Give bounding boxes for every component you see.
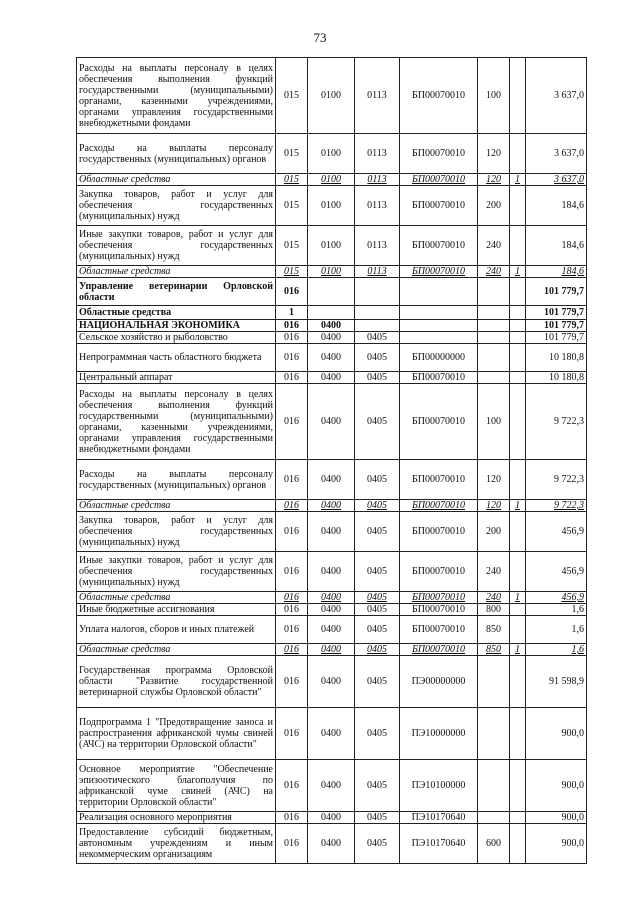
- row-department-code-cell: 016: [276, 644, 308, 656]
- table-row: [77, 226, 587, 266]
- row-name-cell: Областные средства: [77, 266, 276, 278]
- row-amount-cell: 10 180,8: [526, 344, 587, 372]
- row-source-code-cell: 1: [510, 500, 526, 512]
- row-source-code-cell: [510, 604, 526, 616]
- row-subsection-code-cell: 0405: [355, 708, 400, 760]
- row-source-code-cell: 1: [510, 174, 526, 186]
- row-source-code-cell: [510, 278, 526, 306]
- row-subsection-code-cell: 0113: [355, 58, 400, 134]
- row-expense-type-cell: 850: [478, 616, 510, 644]
- table-row: [77, 134, 587, 174]
- row-department-code-cell: 016: [276, 592, 308, 604]
- row-target-article-cell: БП00070010: [400, 372, 478, 384]
- row-department-code-cell: 016: [276, 824, 308, 864]
- row-subsection-code-cell: 0113: [355, 266, 400, 278]
- row-section-code-cell: 0400: [308, 460, 355, 500]
- row-section-code-cell: 0400: [308, 320, 355, 332]
- table-row: [77, 604, 587, 616]
- row-subsection-code-cell: 0405: [355, 592, 400, 604]
- row-subsection-code-cell: [355, 306, 400, 320]
- row-expense-type-cell: [478, 320, 510, 332]
- table-row: [77, 384, 587, 460]
- row-expense-type-cell: 120: [478, 134, 510, 174]
- row-name-cell: Иные закупки товаров, работ и услуг для обеспечения государственных (муниципальных) нужд: [77, 226, 276, 266]
- row-expense-type-cell: 240: [478, 226, 510, 266]
- row-source-code-cell: [510, 306, 526, 320]
- row-department-code-cell: 016: [276, 372, 308, 384]
- row-expense-type-cell: 100: [478, 384, 510, 460]
- row-source-code-cell: [510, 760, 526, 812]
- row-section-code-cell: 0400: [308, 512, 355, 552]
- table-row: [77, 812, 587, 824]
- row-amount-cell: 184,6: [526, 266, 587, 278]
- row-subsection-code-cell: 0405: [355, 644, 400, 656]
- row-section-code-cell: 0400: [308, 592, 355, 604]
- row-amount-cell: 3 637,0: [526, 174, 587, 186]
- row-section-code-cell: 0100: [308, 266, 355, 278]
- row-department-code-cell: 016: [276, 812, 308, 824]
- row-expense-type-cell: [478, 656, 510, 708]
- row-section-code-cell: 0400: [308, 708, 355, 760]
- row-department-code-cell: 016: [276, 656, 308, 708]
- row-amount-cell: 91 598,9: [526, 656, 587, 708]
- row-source-code-cell: 1: [510, 266, 526, 278]
- row-subsection-code-cell: 0405: [355, 812, 400, 824]
- table-row: [77, 278, 587, 306]
- row-section-code-cell: 0400: [308, 552, 355, 592]
- row-expense-type-cell: 240: [478, 552, 510, 592]
- row-target-article-cell: БП00070010: [400, 384, 478, 460]
- row-source-code-cell: [510, 372, 526, 384]
- row-target-article-cell: БП00070010: [400, 604, 478, 616]
- row-amount-cell: 900,0: [526, 708, 587, 760]
- row-name-cell: Сельское хозяйство и рыболовство: [77, 332, 276, 344]
- row-section-code-cell: 0100: [308, 58, 355, 134]
- row-amount-cell: 101 779,7: [526, 320, 587, 332]
- row-target-article-cell: [400, 306, 478, 320]
- row-source-code-cell: [510, 656, 526, 708]
- row-amount-cell: 900,0: [526, 812, 587, 824]
- table-row: [77, 58, 587, 134]
- row-amount-cell: 101 779,7: [526, 306, 587, 320]
- row-target-article-cell: [400, 332, 478, 344]
- row-amount-cell: 3 637,0: [526, 58, 587, 134]
- row-target-article-cell: БП00070010: [400, 134, 478, 174]
- row-department-code-cell: 015: [276, 266, 308, 278]
- row-subsection-code-cell: 0405: [355, 656, 400, 708]
- row-amount-cell: 456,9: [526, 512, 587, 552]
- row-name-cell: Государственная программа Орловской области "Развитие государственной ветеринарной службы Орловской области": [77, 656, 276, 708]
- row-target-article-cell: БП00070010: [400, 552, 478, 592]
- row-department-code-cell: 016: [276, 332, 308, 344]
- row-section-code-cell: 0400: [308, 812, 355, 824]
- row-department-code-cell: 016: [276, 460, 308, 500]
- row-subsection-code-cell: 0405: [355, 332, 400, 344]
- row-subsection-code-cell: [355, 278, 400, 306]
- row-amount-cell: 456,9: [526, 552, 587, 592]
- row-target-article-cell: БП00070010: [400, 174, 478, 186]
- row-expense-type-cell: 100: [478, 58, 510, 134]
- row-target-article-cell: ПЭ10170640: [400, 824, 478, 864]
- row-name-cell: Подпрограмма 1 "Предотвращение заноса и распространения африканской чумы свиней (АЧС) на территории Орловской области": [77, 708, 276, 760]
- row-subsection-code-cell: [355, 320, 400, 332]
- row-amount-cell: 184,6: [526, 226, 587, 266]
- row-name-cell: Уплата налогов, сборов и иных платежей: [77, 616, 276, 644]
- row-expense-type-cell: [478, 332, 510, 344]
- row-expense-type-cell: 800: [478, 604, 510, 616]
- row-section-code-cell: 0400: [308, 332, 355, 344]
- row-subsection-code-cell: 0405: [355, 344, 400, 372]
- row-name-cell: Основное мероприятие "Обеспечение эпизоотического благополучия по африканской чуме свиней (АЧС) на территории Орловской области": [77, 760, 276, 812]
- row-subsection-code-cell: 0113: [355, 226, 400, 266]
- row-amount-cell: 900,0: [526, 760, 587, 812]
- row-target-article-cell: ПЭ10000000: [400, 708, 478, 760]
- row-target-article-cell: БП00070010: [400, 58, 478, 134]
- row-target-article-cell: БП00070010: [400, 186, 478, 226]
- row-target-article-cell: БП00070010: [400, 512, 478, 552]
- row-department-code-cell: 015: [276, 226, 308, 266]
- table-row: [77, 824, 587, 864]
- row-expense-type-cell: 200: [478, 512, 510, 552]
- row-name-cell: НАЦИОНАЛЬНАЯ ЭКОНОМИКА: [77, 320, 276, 332]
- row-source-code-cell: [510, 134, 526, 174]
- row-name-cell: Расходы на выплаты персоналу в целях обеспечения выполнения функций государственными (муниципальными) органами, казенными учреждениями, органами управления государственными внебюджетными фондами: [77, 58, 276, 134]
- row-section-code-cell: [308, 278, 355, 306]
- row-target-article-cell: БП00070010: [400, 616, 478, 644]
- row-target-article-cell: БП00070010: [400, 226, 478, 266]
- row-source-code-cell: 1: [510, 592, 526, 604]
- row-section-code-cell: [308, 306, 355, 320]
- row-section-code-cell: 0400: [308, 500, 355, 512]
- row-target-article-cell: БП00070010: [400, 500, 478, 512]
- row-name-cell: Реализация основного мероприятия: [77, 812, 276, 824]
- row-section-code-cell: 0100: [308, 226, 355, 266]
- row-expense-type-cell: 240: [478, 592, 510, 604]
- row-section-code-cell: 0400: [308, 824, 355, 864]
- row-source-code-cell: [510, 332, 526, 344]
- row-department-code-cell: 016: [276, 616, 308, 644]
- row-amount-cell: 184,6: [526, 186, 587, 226]
- table-row: [77, 372, 587, 384]
- row-name-cell: Предоставление субсидий бюджетным, автономным учреждениям и иным некоммерческим организациям: [77, 824, 276, 864]
- table-row: [77, 512, 587, 552]
- row-department-code-cell: 016: [276, 604, 308, 616]
- row-department-code-cell: 016: [276, 320, 308, 332]
- row-name-cell: Расходы на выплаты персоналу государственных (муниципальных) органов: [77, 134, 276, 174]
- row-source-code-cell: [510, 812, 526, 824]
- row-section-code-cell: 0400: [308, 604, 355, 616]
- row-name-cell: Областные средства: [77, 644, 276, 656]
- row-section-code-cell: 0400: [308, 344, 355, 372]
- table-row: [77, 332, 587, 344]
- row-target-article-cell: ПЭ10170640: [400, 812, 478, 824]
- table-row: [77, 656, 587, 708]
- row-source-code-cell: [510, 226, 526, 266]
- table-row: [77, 460, 587, 500]
- row-target-article-cell: [400, 278, 478, 306]
- budget-table: [76, 57, 587, 864]
- row-department-code-cell: 016: [276, 344, 308, 372]
- row-subsection-code-cell: 0405: [355, 552, 400, 592]
- row-subsection-code-cell: 0405: [355, 616, 400, 644]
- row-source-code-cell: [510, 384, 526, 460]
- row-expense-type-cell: [478, 372, 510, 384]
- budget-table-body: [77, 58, 587, 864]
- row-department-code-cell: 016: [276, 500, 308, 512]
- row-expense-type-cell: [478, 306, 510, 320]
- row-department-code-cell: 016: [276, 384, 308, 460]
- row-target-article-cell: БП00000000: [400, 344, 478, 372]
- row-source-code-cell: [510, 58, 526, 134]
- row-expense-type-cell: 200: [478, 186, 510, 226]
- row-subsection-code-cell: 0405: [355, 760, 400, 812]
- row-expense-type-cell: [478, 278, 510, 306]
- row-subsection-code-cell: 0405: [355, 372, 400, 384]
- row-target-article-cell: БП00070010: [400, 592, 478, 604]
- row-expense-type-cell: [478, 760, 510, 812]
- table-row: [77, 760, 587, 812]
- row-expense-type-cell: 120: [478, 174, 510, 186]
- row-subsection-code-cell: 0405: [355, 512, 400, 552]
- row-department-code-cell: 015: [276, 134, 308, 174]
- row-section-code-cell: 0400: [308, 644, 355, 656]
- table-row: [77, 644, 587, 656]
- row-name-cell: Непрограммная часть областного бюджета: [77, 344, 276, 372]
- table-row: [77, 344, 587, 372]
- row-department-code-cell: 016: [276, 278, 308, 306]
- row-name-cell: Областные средства: [77, 592, 276, 604]
- row-amount-cell: 1,6: [526, 644, 587, 656]
- row-target-article-cell: ПЭ00000000: [400, 656, 478, 708]
- row-target-article-cell: БП00070010: [400, 266, 478, 278]
- row-section-code-cell: 0400: [308, 384, 355, 460]
- row-target-article-cell: ПЭ10100000: [400, 760, 478, 812]
- row-amount-cell: 10 180,8: [526, 372, 587, 384]
- row-amount-cell: 456,9: [526, 592, 587, 604]
- row-source-code-cell: [510, 708, 526, 760]
- row-amount-cell: 101 779,7: [526, 278, 587, 306]
- row-source-code-cell: [510, 320, 526, 332]
- row-section-code-cell: 0400: [308, 372, 355, 384]
- table-row: [77, 266, 587, 278]
- row-source-code-cell: [510, 460, 526, 500]
- row-section-code-cell: 0400: [308, 656, 355, 708]
- row-department-code-cell: 016: [276, 760, 308, 812]
- row-name-cell: Управление ветеринарии Орловской области: [77, 278, 276, 306]
- row-source-code-cell: 1: [510, 644, 526, 656]
- table-row: [77, 186, 587, 226]
- row-subsection-code-cell: 0405: [355, 824, 400, 864]
- row-expense-type-cell: 850: [478, 644, 510, 656]
- row-subsection-code-cell: 0405: [355, 384, 400, 460]
- row-amount-cell: 9 722,3: [526, 384, 587, 460]
- row-expense-type-cell: 120: [478, 460, 510, 500]
- row-subsection-code-cell: 0113: [355, 174, 400, 186]
- row-amount-cell: 9 722,3: [526, 500, 587, 512]
- row-expense-type-cell: 600: [478, 824, 510, 864]
- row-section-code-cell: 0400: [308, 760, 355, 812]
- row-expense-type-cell: [478, 708, 510, 760]
- row-name-cell: Иные закупки товаров, работ и услуг для обеспечения государственных (муниципальных) нужд: [77, 552, 276, 592]
- row-target-article-cell: БП00070010: [400, 460, 478, 500]
- row-section-code-cell: 0400: [308, 616, 355, 644]
- row-name-cell: Областные средства: [77, 500, 276, 512]
- row-name-cell: Иные бюджетные ассигнования: [77, 604, 276, 616]
- row-subsection-code-cell: 0113: [355, 186, 400, 226]
- row-section-code-cell: 0100: [308, 134, 355, 174]
- row-subsection-code-cell: 0113: [355, 134, 400, 174]
- row-name-cell: Областные средства: [77, 174, 276, 186]
- row-expense-type-cell: 240: [478, 266, 510, 278]
- row-department-code-cell: 016: [276, 708, 308, 760]
- row-amount-cell: 9 722,3: [526, 460, 587, 500]
- table-row: [77, 552, 587, 592]
- row-target-article-cell: [400, 320, 478, 332]
- table-row: [77, 708, 587, 760]
- row-expense-type-cell: 120: [478, 500, 510, 512]
- row-source-code-cell: [510, 824, 526, 864]
- row-expense-type-cell: [478, 344, 510, 372]
- row-source-code-cell: [510, 616, 526, 644]
- table-row: [77, 174, 587, 186]
- row-department-code-cell: 015: [276, 174, 308, 186]
- table-row: [77, 616, 587, 644]
- row-name-cell: Закупка товаров, работ и услуг для обеспечения государственных (муниципальных) нужд: [77, 512, 276, 552]
- row-amount-cell: 1,6: [526, 604, 587, 616]
- row-amount-cell: 101 779,7: [526, 332, 587, 344]
- row-target-article-cell: БП00070010: [400, 644, 478, 656]
- row-department-code-cell: 015: [276, 186, 308, 226]
- row-name-cell: Закупка товаров, работ и услуг для обеспечения государственных (муниципальных) нужд: [77, 186, 276, 226]
- row-amount-cell: 1,6: [526, 616, 587, 644]
- row-subsection-code-cell: 0405: [355, 500, 400, 512]
- row-department-code-cell: 1: [276, 306, 308, 320]
- table-row: [77, 306, 587, 320]
- page-number: 73: [313, 30, 327, 45]
- table-row: [77, 592, 587, 604]
- row-name-cell: Центральный аппарат: [77, 372, 276, 384]
- row-source-code-cell: [510, 552, 526, 592]
- row-name-cell: Расходы на выплаты персоналу в целях обеспечения выполнения функций государственными (муниципальными) органами, казенными учреждениями, органами управления государственными внебюджетными фондами: [77, 384, 276, 460]
- row-section-code-cell: 0100: [308, 174, 355, 186]
- row-source-code-cell: [510, 344, 526, 372]
- row-subsection-code-cell: 0405: [355, 460, 400, 500]
- row-source-code-cell: [510, 186, 526, 226]
- table-row: [77, 320, 587, 332]
- row-name-cell: Областные средства: [77, 306, 276, 320]
- row-department-code-cell: 016: [276, 512, 308, 552]
- row-department-code-cell: 015: [276, 58, 308, 134]
- row-subsection-code-cell: 0405: [355, 604, 400, 616]
- row-section-code-cell: 0100: [308, 186, 355, 226]
- row-department-code-cell: 016: [276, 552, 308, 592]
- row-amount-cell: 900,0: [526, 824, 587, 864]
- row-expense-type-cell: [478, 812, 510, 824]
- row-source-code-cell: [510, 512, 526, 552]
- row-amount-cell: 3 637,0: [526, 134, 587, 174]
- row-name-cell: Расходы на выплаты персоналу государственных (муниципальных) органов: [77, 460, 276, 500]
- table-row: [77, 500, 587, 512]
